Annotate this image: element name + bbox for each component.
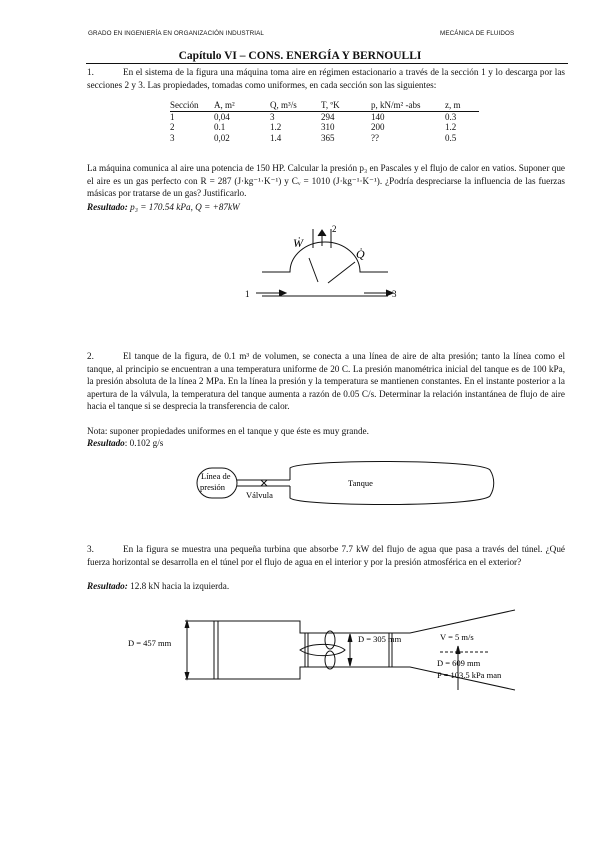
table-cell: 294 — [321, 111, 335, 122]
table-header: z, m — [445, 100, 479, 111]
pressure-line-label: presión — [200, 482, 226, 492]
table-cell: 2 — [170, 122, 175, 133]
table-cell: 310 — [321, 122, 335, 133]
section-1-label: 1 — [245, 289, 250, 299]
problem-1-body: La máquina comunica al aire una potencia de 150 HP. Calcular la presión p₃ en Pascales y el flujo de calor en vatios. Suponer que el aire es un gas perfecto con R = 287 (J·kg⁻¹·K⁻¹) y Cᵥ = 1010 (J·kg⁻¹·K⁻¹). ¿Podría despreciarse la influencia de las fuerzas másicas por tratarse de un gas? Justificarlo. — [87, 163, 565, 199]
problem-3-number: 3. — [87, 544, 94, 554]
table-cell: 0,04 — [214, 111, 230, 122]
heat-symbol: Q̇ — [356, 247, 365, 261]
table-header: T, ºK — [321, 100, 371, 111]
table-cell: 1 — [170, 111, 175, 122]
table-cell: 365 — [321, 132, 335, 143]
problem-2-number: 2. — [87, 351, 94, 361]
throat-diameter-label: D = 305 mm — [358, 634, 402, 644]
problem-2-result — [87, 437, 565, 450]
velocity-label: V = 5 m/s — [440, 632, 474, 642]
problem-1-intro-text: En el sistema de la figura una máquina toma aire en régimen estacionario a través de la sección 1 y lo descarga por las secciones 2 y 3. Las propiedades, tomadas como uniformes, en cada sección son las siguientes: — [87, 67, 565, 90]
table-cell: 0.1 — [214, 122, 226, 133]
table-cell: 0,02 — [214, 132, 230, 143]
result-value: 12.8 kN hacia la izquierda. — [127, 581, 230, 591]
header-course: GRADO EN INGENIERÍA EN ORGANIZACIÓN INDUSTRIAL — [88, 30, 265, 37]
problem-2-note: Nota: suponer propiedades uniformes en el tanque y que éste es muy grande. — [87, 426, 369, 436]
table-header: Sección — [170, 100, 214, 111]
inlet-diameter-label: D = 457 mm — [128, 638, 172, 648]
result-label: Resultado — [87, 438, 125, 448]
problem-1-number: 1. — [87, 67, 94, 77]
outlet-diameter-label: D = 609 mm — [437, 658, 481, 668]
table-cell: 140 — [371, 111, 385, 122]
table-cell: 1.2 — [270, 122, 282, 133]
pressure-label: P = 103.5 kPa man — [437, 670, 502, 680]
problem-3-result — [87, 580, 565, 593]
table-cell: 1.2 — [445, 122, 457, 133]
section-3-label: 3 — [392, 289, 397, 299]
header-subject: MECÁNICA DE FLUIDOS — [440, 30, 515, 37]
tank-figure — [197, 461, 494, 504]
section-2-label: 2 — [332, 224, 337, 234]
table-cell: 1.4 — [270, 132, 282, 143]
result-label: Resultado: — [87, 581, 128, 591]
work-symbol: Ẇ — [293, 236, 303, 250]
pressure-line-label: Línea de — [201, 471, 231, 481]
result-label: Resultado: — [87, 202, 128, 212]
problem-2-body — [87, 350, 565, 413]
table-header: A, m² — [214, 100, 270, 111]
table-cell: ?? — [371, 132, 379, 143]
machine-figure — [256, 229, 393, 296]
problem-3-text: En la figura se muestra una pequeña turbina que absorbe 7.7 kW del flujo de agua que pasa a través del túnel. ¿Qué fuerza horizontal se desarrolla en el túnel por el flujo de agua en el interior y por la presión atmosférica en el exterior? — [87, 544, 565, 567]
tank-label: Tanque — [348, 478, 373, 488]
table-cell: 3 — [270, 111, 275, 122]
problem-2-text: El tanque de la figura, de 0.1 m³ de volumen, se conecta a una línea de aire de alta presión; tanto la línea como el tanque, al principio se encuentran a una temperatura uniforme de 20 C. La presión manométrica inicial del tanque es de 100 kPa, la presión absoluta de la línea 2 MPa. En la línea la presión y la temperatura se mantienen constantes. En el instante posterior a la apertura de la válvula, la temperatura del tanque aumenta a razón de 0.05 C/s. Determinar la relación instantánea de flujo de aire hacia el tanque si se desprecia la transferencia de calor. — [87, 351, 565, 412]
table-header: p, kN/m² -abs — [371, 100, 445, 111]
problem-3-body — [87, 543, 565, 568]
page-title: Capítulo VI – CONS. ENERGÍA Y BERNOULLI — [178, 50, 422, 62]
table-cell: 200 — [371, 122, 385, 133]
table-cell: 0.3 — [445, 111, 457, 122]
result-value: p₃ = 170.54 kPa, Q = +87kW — [130, 202, 240, 212]
valve-label: Válvula — [246, 490, 273, 500]
table-cell: 0.5 — [445, 132, 457, 143]
result-value: : 0.102 g/s — [124, 438, 164, 448]
table-cell: 3 — [170, 132, 175, 143]
table-header: Q, m³/s — [270, 100, 321, 111]
